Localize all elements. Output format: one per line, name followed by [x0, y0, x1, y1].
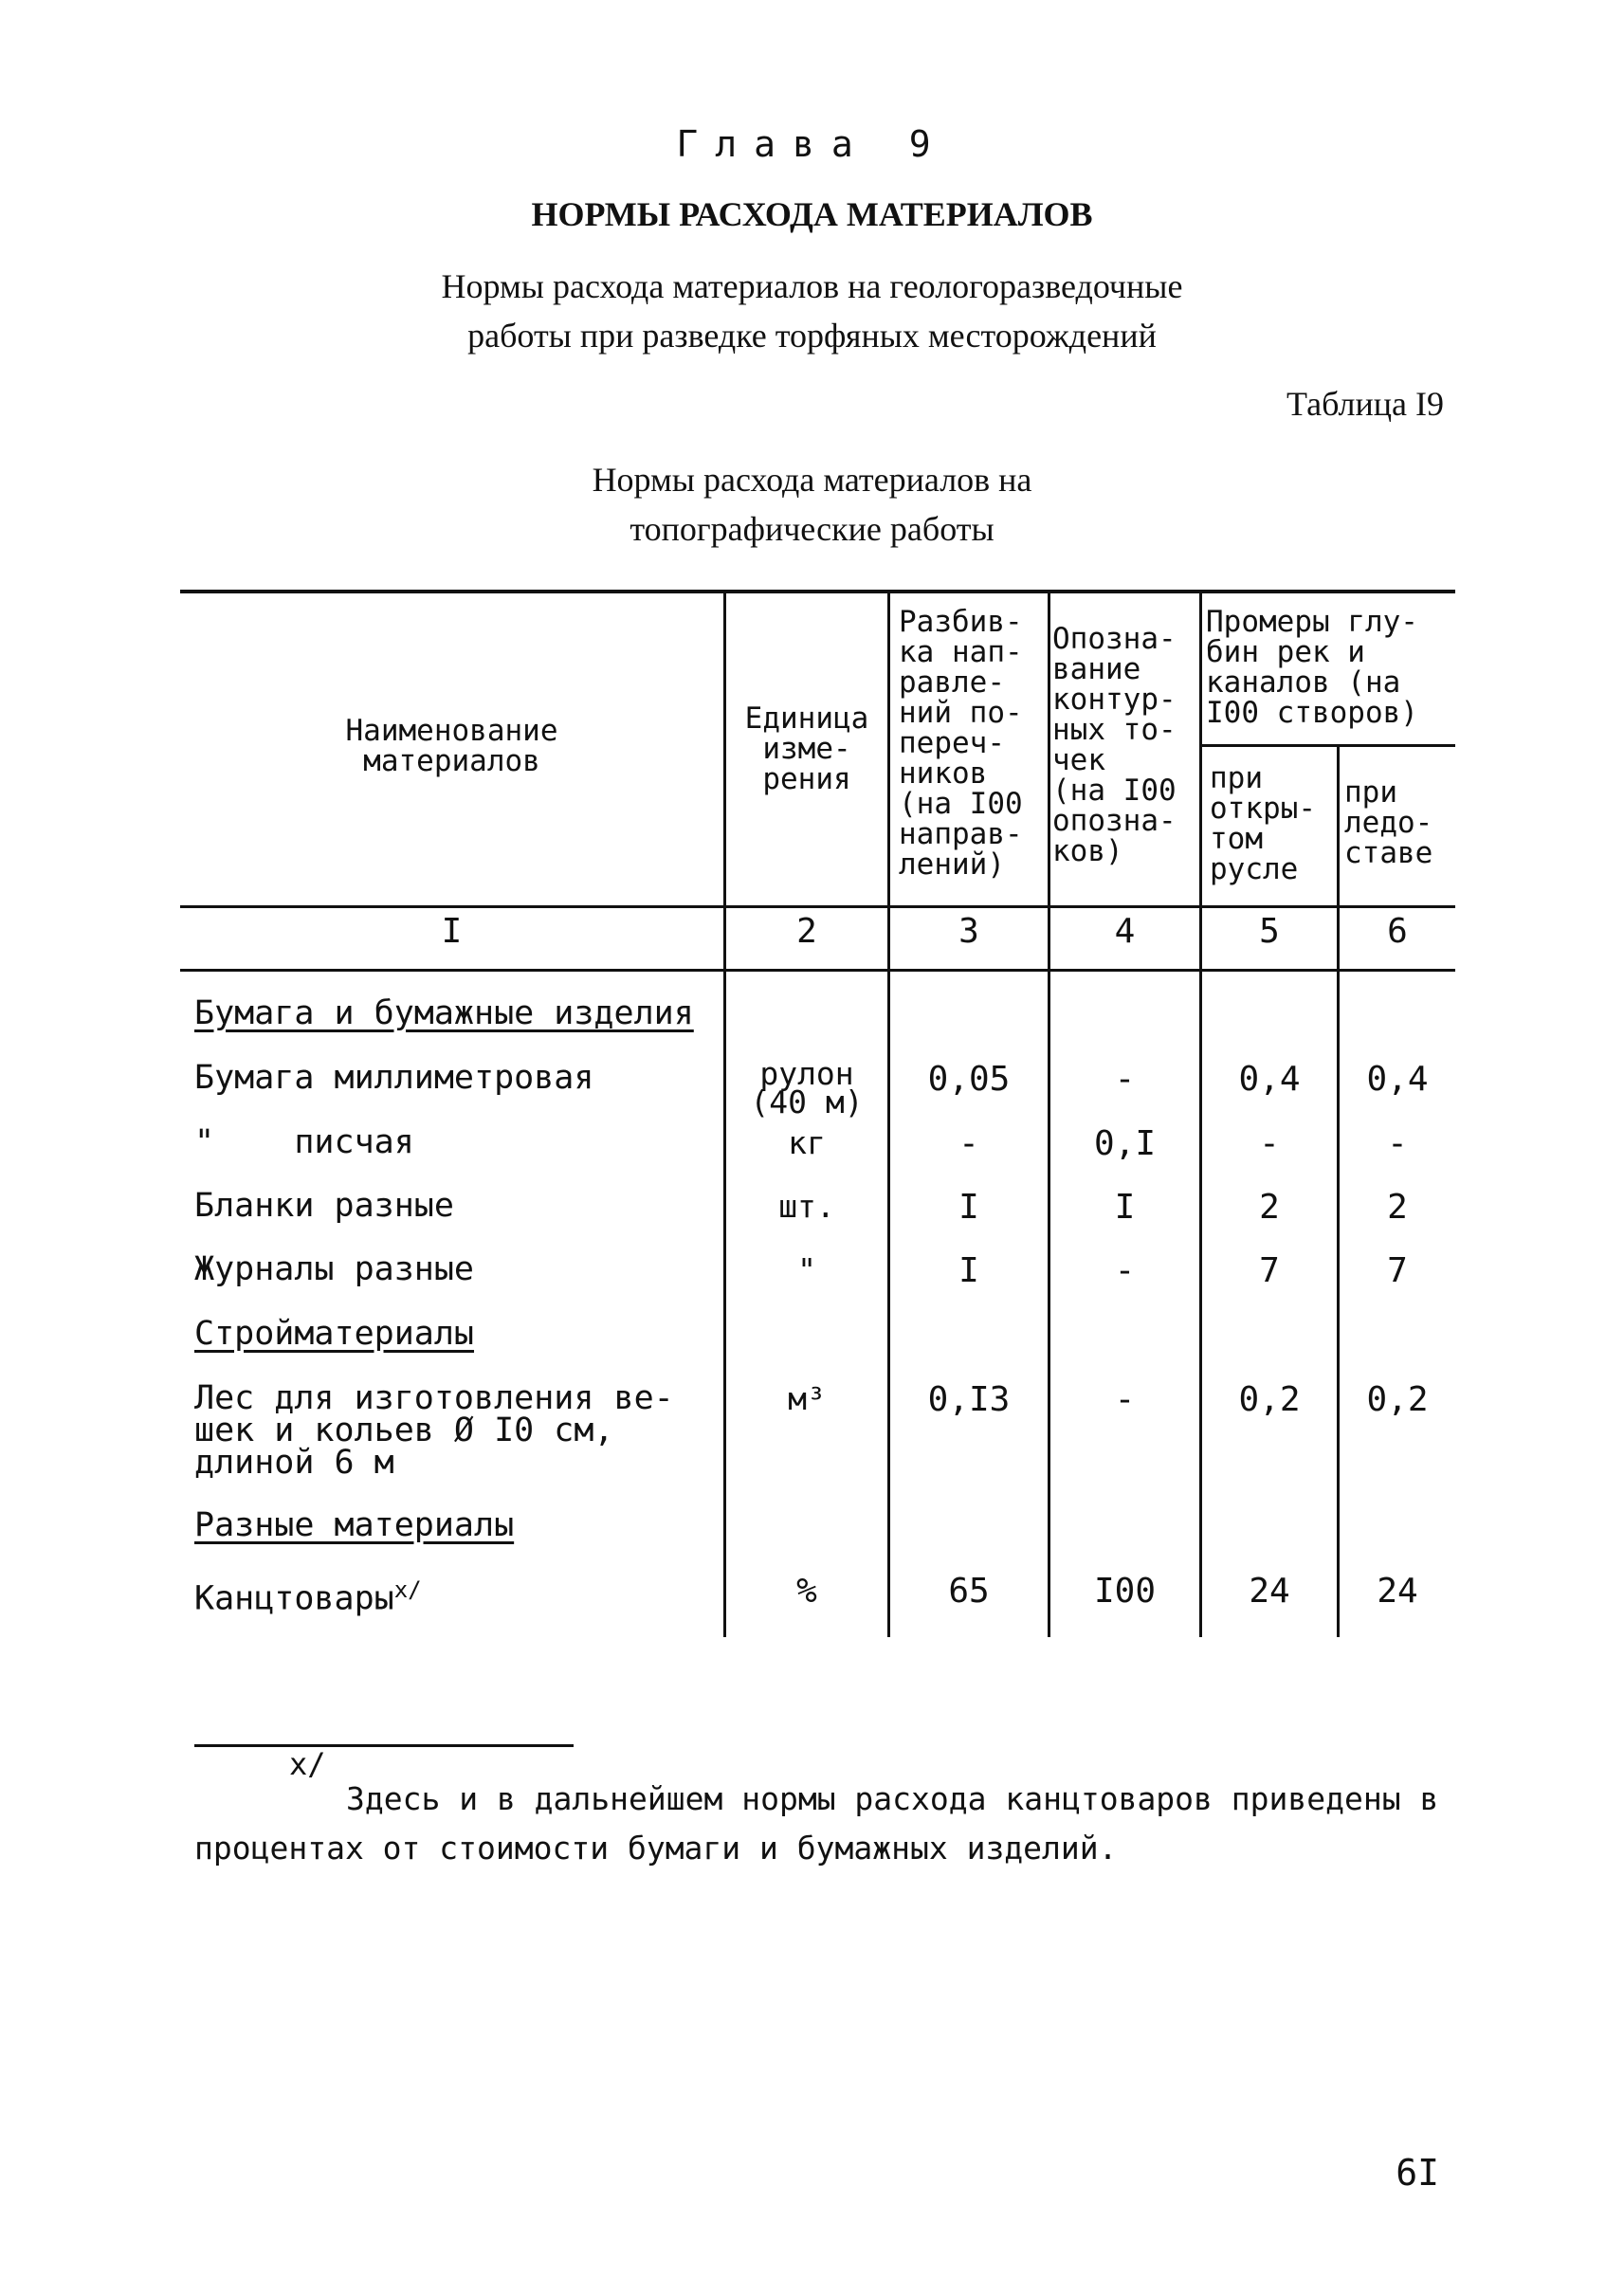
column-divider-2 — [887, 590, 890, 1637]
row-name-line: Лес для изготовления ве- — [194, 1379, 674, 1417]
header-name-line: Наименование — [345, 714, 558, 748]
row-col6: 0,2 — [1366, 1380, 1429, 1419]
table-caption-line-2: топографические работы — [630, 510, 994, 548]
column-number-4: 4 — [1114, 912, 1136, 951]
column-number-3: 3 — [958, 912, 979, 951]
row-name-line: длиной 6 м — [194, 1444, 394, 1482]
footnote-mark: x/ — [289, 1746, 326, 1782]
row-col6: 7 — [1387, 1251, 1408, 1290]
row-col3: - — [958, 1124, 979, 1163]
row-unit: кг — [788, 1124, 826, 1161]
subtitle-line-2: работы при разведке торфяных месторождений — [467, 317, 1157, 355]
row-unit: % — [796, 1572, 817, 1611]
header-col3-line: Разбив- — [899, 605, 1023, 639]
footnote-text: Здесь и в дальнейшем нормы расхода канцтоваров приведены в процентах от стоимости бумаги и бумажных изделий. — [194, 1780, 1439, 1867]
header-unit-line: рения — [762, 762, 851, 796]
row-col6: 0,4 — [1366, 1060, 1429, 1099]
header-col56-line: Промеры глу- — [1206, 605, 1418, 639]
row-col5: 2 — [1259, 1188, 1280, 1227]
column-divider-3 — [1048, 590, 1050, 1637]
header-col4-line: опозна- — [1052, 804, 1177, 838]
header-col3-line: направ- — [899, 817, 1023, 851]
header-col6 — [1344, 777, 1456, 868]
header-col4-line: вание — [1052, 652, 1141, 686]
row-name: " писчая — [194, 1123, 414, 1161]
header-col56-line: I00 створов) — [1206, 696, 1418, 730]
row-col6: 2 — [1387, 1188, 1408, 1227]
row-col3: 0,05 — [927, 1060, 1011, 1099]
header-name — [180, 716, 723, 776]
row-col5: 7 — [1259, 1251, 1280, 1290]
row-col5: - — [1259, 1124, 1280, 1163]
header-col3-line: ников — [899, 756, 988, 791]
row-col5: 0,2 — [1238, 1380, 1301, 1419]
group-paper: Бумага и бумажные изделия — [194, 994, 694, 1032]
row-unit — [726, 1055, 887, 1120]
row-unit: " — [797, 1251, 816, 1288]
row-col5: 24 — [1249, 1572, 1290, 1611]
header-col6-line: ледо- — [1344, 806, 1433, 840]
header-unit-line: Единица — [744, 701, 869, 736]
header-col3-line: ний по- — [899, 696, 1023, 730]
column-number-2: 2 — [796, 912, 817, 951]
header-name-line: материалов — [363, 744, 540, 778]
page-number: 6I — [1396, 2152, 1439, 2194]
header-sub-rule — [1199, 744, 1455, 747]
header-col4 — [1052, 624, 1199, 866]
row-name: Бумага миллиметровая — [194, 1059, 594, 1097]
row-name: Бланки разные — [194, 1187, 454, 1225]
column-numbers-rule — [180, 969, 1455, 972]
header-col3 — [899, 607, 1046, 880]
footnote-reference: x/ — [393, 1576, 422, 1603]
row-unit-line: рулон — [759, 1055, 854, 1092]
header-col5 — [1210, 763, 1335, 884]
row-col4: I — [1114, 1188, 1136, 1227]
header-col6-line: при — [1344, 775, 1397, 810]
subtitle-line-1: Нормы расхода материалов на геологоразведочные — [441, 267, 1183, 305]
table-caption — [0, 455, 1624, 554]
header-bottom-rule — [180, 905, 1455, 908]
row-name: Журналы разные — [194, 1250, 475, 1288]
row-name-text: Канцтовары — [194, 1579, 394, 1618]
column-divider-4 — [1199, 590, 1202, 1637]
row-col3: 0,I3 — [927, 1380, 1011, 1419]
header-col5-line: откры- — [1210, 792, 1316, 826]
header-col3-line: равле- — [899, 665, 1005, 700]
row-col4: - — [1114, 1251, 1136, 1290]
header-unit-line: изме- — [762, 732, 851, 766]
header-unit — [726, 703, 887, 794]
column-number-1: I — [441, 912, 463, 951]
header-col56-line: бин рек и — [1206, 635, 1365, 669]
column-number-5: 5 — [1259, 912, 1280, 951]
header-col5-line: при — [1210, 761, 1263, 795]
header-col3-line: переч- — [899, 726, 1005, 760]
group-construction: Стройматериалы — [194, 1315, 475, 1353]
header-col3-line: ка нап- — [899, 635, 1023, 669]
table-top-rule — [180, 590, 1455, 593]
row-col6: 24 — [1377, 1572, 1418, 1611]
group-misc: Разные материалы — [194, 1506, 515, 1544]
header-col56-line: каналов (на — [1206, 665, 1401, 700]
header-col3-line: (на I00 — [899, 787, 1023, 821]
row-col5: 0,4 — [1238, 1060, 1301, 1099]
row-col4: - — [1114, 1060, 1136, 1099]
header-col4-line: (на I00 — [1052, 774, 1177, 808]
chapter-heading: Глава 9 — [676, 123, 948, 165]
header-col4-line: ков) — [1052, 834, 1123, 868]
row-col3: I — [958, 1251, 979, 1290]
row-col6: - — [1387, 1124, 1408, 1163]
row-col4: 0,I — [1093, 1124, 1157, 1163]
header-col4-line: контур- — [1052, 683, 1177, 717]
row-col4: I00 — [1093, 1572, 1157, 1611]
table-caption-line-1: Нормы расхода материалов на — [592, 461, 1032, 499]
header-col4-line: чек — [1052, 743, 1105, 777]
header-col4-line: Опозна- — [1052, 622, 1177, 656]
row-unit: м³ — [788, 1380, 826, 1417]
subtitle — [0, 262, 1624, 360]
row-unit: шт. — [778, 1188, 835, 1225]
row-col3: I — [958, 1188, 979, 1227]
row-col3: 65 — [948, 1572, 990, 1611]
row-col4: - — [1114, 1380, 1136, 1419]
header-col6-line: ставе — [1344, 836, 1433, 870]
table-number: Таблица I9 — [1286, 385, 1444, 423]
header-col5-line: русле — [1210, 852, 1299, 886]
row-unit-line: (40 м) — [750, 1084, 864, 1120]
section-title: НОРМЫ РАСХОДА МАТЕРИАЛОВ — [531, 195, 1093, 233]
row-name — [194, 1574, 422, 1618]
header-col3-line: лений) — [899, 847, 1005, 882]
header-col5-line: том — [1210, 822, 1263, 856]
row-name — [194, 1379, 674, 1482]
header-col4-line: ных то- — [1052, 713, 1177, 747]
column-number-6: 6 — [1387, 912, 1408, 951]
row-name-line: шек и кольев Ø I0 см, — [194, 1412, 614, 1449]
header-col56 — [1206, 607, 1454, 728]
footnote-rule — [194, 1744, 574, 1747]
